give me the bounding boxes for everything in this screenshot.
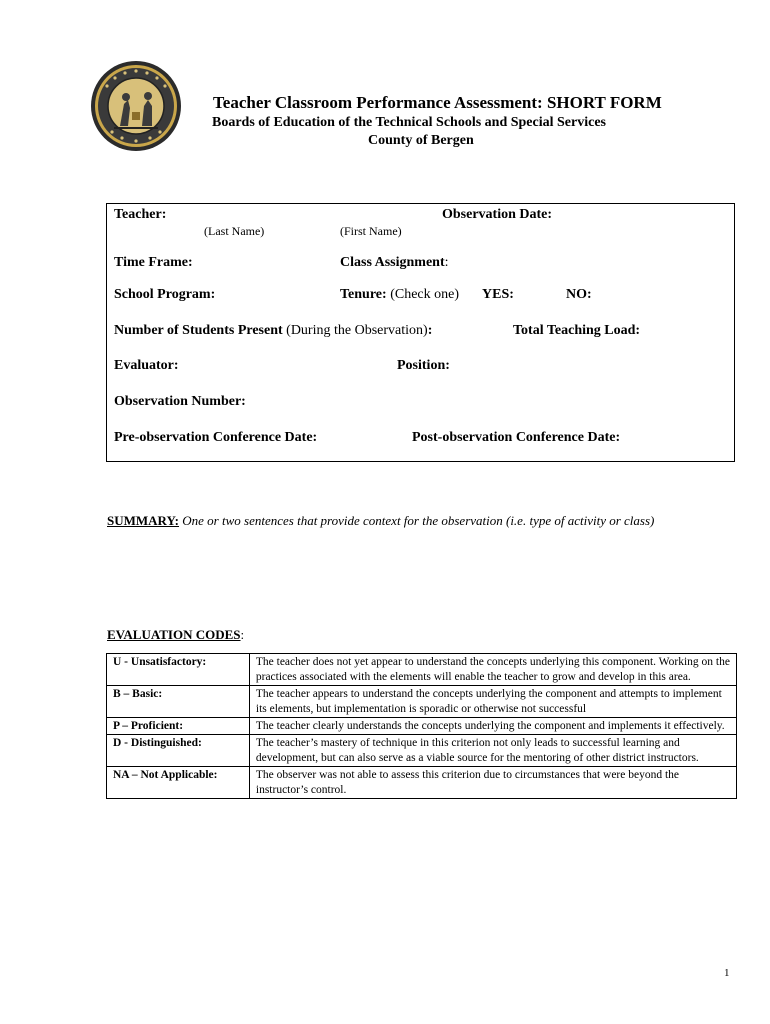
post-conference-date-label: Post-observation Conference Date:: [412, 430, 621, 445]
last-name-hint: (Last Name): [204, 224, 265, 238]
description-cell: The teacher clearly understands the concepts underlying the component and implements it effectively.: [249, 718, 736, 735]
county-seal-logo: [90, 60, 182, 152]
table-row: [107, 767, 737, 799]
summary-label: SUMMARY:: [107, 513, 180, 528]
description-cell: The teacher’s mastery of technique in this criterion not only leads to successful learning and development, but can also serve as a viable source for the mentoring of other district instructors.: [249, 735, 736, 767]
observation-number-label: Observation Number:: [114, 394, 246, 409]
tenure-note: (Check one): [390, 287, 459, 302]
evaluation-codes-table: [106, 653, 737, 799]
position-label: Position:: [397, 358, 450, 373]
form-subtitle: Boards of Education of the Technical Schools and Special Services: [212, 115, 606, 130]
table-row: [107, 654, 737, 686]
evaluator-label: Evaluator:: [114, 358, 179, 373]
tenure-field: [340, 287, 459, 303]
description-cell: The teacher does not yet appear to understand the concepts underlying this component. Working on the practices associated with the elements will enable the teacher to grow and develop in this area.: [249, 654, 736, 686]
code-cell: NA – Not Applicable:: [107, 767, 250, 799]
code-cell: P – Proficient:: [107, 718, 250, 735]
tenure-yes-label: YES:: [482, 287, 514, 302]
time-frame-label: Time Frame:: [114, 255, 193, 270]
first-name-hint: (First Name): [340, 224, 402, 238]
tenure-no-label: NO:: [566, 287, 592, 302]
summary-instructions: One or two sentences that provide context for the observation (i.e. type of activity or class): [182, 513, 655, 528]
evaluation-codes-heading: EVALUATION CODES:: [107, 627, 245, 642]
code-cell: B – Basic:: [107, 686, 250, 718]
students-present-note: (During the Observation): [286, 323, 428, 338]
class-assignment-field: Class Assignment:: [340, 255, 449, 270]
teaching-load-label: Total Teaching Load:: [513, 323, 641, 338]
table-row: [107, 686, 737, 718]
form-title: Teacher Classroom Performance Assessment: SHORT FORM: [213, 93, 662, 112]
teacher-field-label: Teacher:: [114, 207, 167, 222]
students-present-label: Number of Students Present: [114, 323, 283, 338]
code-cell: U - Unsatisfactory:: [107, 654, 250, 686]
page-number: 1: [724, 967, 730, 979]
tenure-label: Tenure:: [340, 287, 387, 302]
table-row: [107, 735, 737, 767]
class-assignment-label: Class Assignment: [340, 255, 445, 270]
code-cell: D - Distinguished:: [107, 735, 250, 767]
table-row: [107, 718, 737, 735]
summary-section: [107, 512, 657, 529]
pre-conference-date-label: Pre-observation Conference Date:: [114, 430, 318, 445]
students-present-field: Number of Students Present (During the Observation):: [114, 323, 433, 338]
school-program-label: School Program:: [114, 287, 216, 302]
teacher-info-box: [106, 203, 735, 462]
county-name: County of Bergen: [368, 133, 474, 148]
observation-date-label: Observation Date:: [442, 207, 553, 222]
description-cell: The observer was not able to assess this criterion due to circumstances that were beyond the instructor’s control.: [249, 767, 736, 799]
description-cell: The teacher appears to understand the concepts underlying the component and attempts to implement its elements, but implementation is sporadic or otherwise not successful: [249, 686, 736, 718]
